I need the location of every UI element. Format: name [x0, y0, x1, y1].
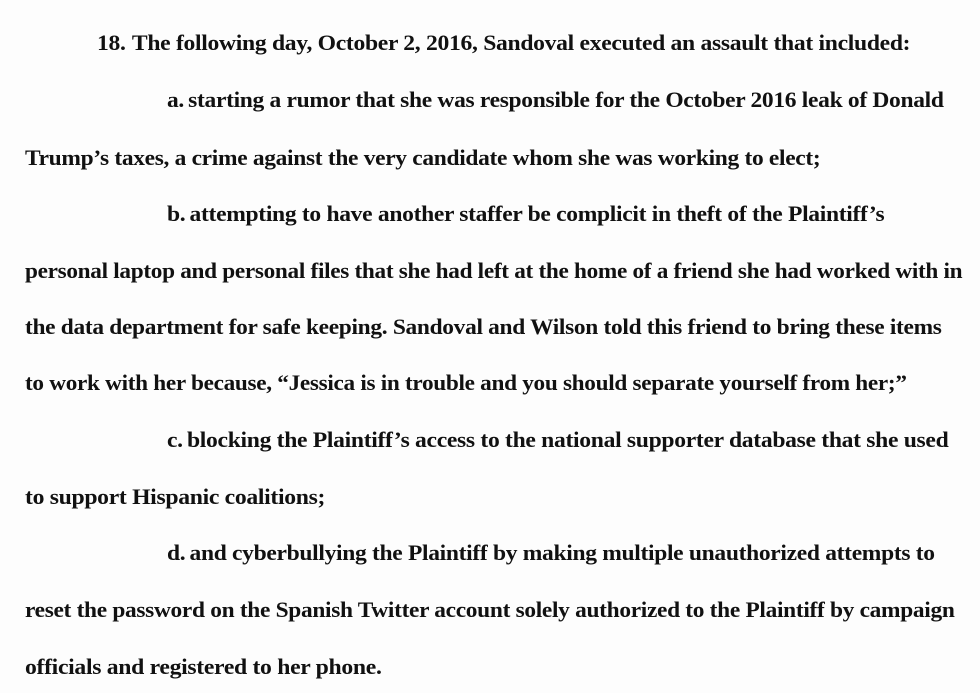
paragraph-18-line-1	[97, 32, 910, 55]
item-b-line-3: the data department for safe keeping. Sandoval and Wilson told this friend to bring these items	[25, 314, 942, 339]
item-b-line-4: to work with her because, “Jessica is in trouble and you should separate yourself from her;”	[25, 370, 907, 395]
item-c-label: c.	[167, 427, 183, 452]
item-d-text: and cyberbullying the Plaintiff by making multiple unauthorized attempts to	[189, 540, 935, 565]
paragraph-number: 18.	[97, 30, 126, 55]
paragraph-intro-text: The following day, October 2, 2016, Sandoval executed an assault that included:	[131, 30, 911, 55]
item-c-line-2: to support Hispanic coalitions;	[25, 484, 326, 509]
item-a-line-2: Trump’s taxes, a crime against the very candidate whom she was working to elect;	[25, 145, 821, 170]
item-a-text: starting a rumor that she was responsible for the October 2016 leak of Donald	[188, 87, 944, 112]
item-b-line-2: personal laptop and personal files that she had left at the home of a friend she had worked with in	[25, 258, 963, 283]
item-b-label: b.	[167, 201, 186, 226]
item-c-line-1	[167, 429, 948, 452]
item-d-line-2: reset the password on the Spanish Twitter account solely authorized to the Plaintiff by campaign	[25, 597, 955, 622]
item-d-line-1	[167, 542, 935, 565]
item-c-text: blocking the Plaintiff’s access to the national supporter database that she used	[186, 427, 949, 452]
item-b-text: attempting to have another staffer be complicit in theft of the Plaintiff’s	[189, 201, 885, 226]
item-a-line-1	[167, 89, 944, 112]
item-d-line-3: officials and registered to her phone.	[25, 654, 382, 679]
item-a-label: a.	[167, 87, 185, 112]
item-d-label: d.	[167, 540, 186, 565]
item-b-line-1	[167, 203, 884, 226]
